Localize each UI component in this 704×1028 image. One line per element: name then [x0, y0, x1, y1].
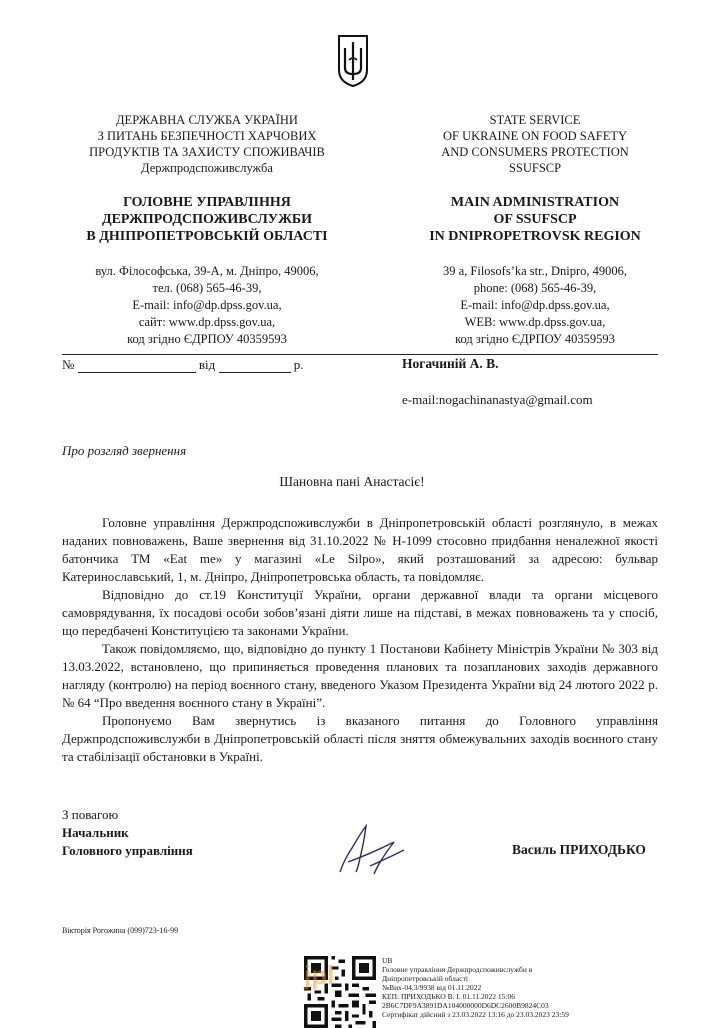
esign-line: Сертифікат дійсний з 23.03.2022 13:16 до 23.03.2023 23:59: [382, 1010, 569, 1019]
website-line: WEB: www.dp.dpss.gov.ua,: [464, 315, 606, 329]
greeting: Шановна пані Анастасіє!: [279, 474, 425, 489]
agency-line: З ПИТАНЬ БЕЗПЕЧНОСТІ ХАРЧОВИХ: [97, 129, 317, 143]
year-label: р.: [293, 357, 304, 372]
recipient-name: Ногачиній А. В.: [402, 356, 499, 371]
email-line: E-mail: info@dp.dpss.gov.ua,: [132, 298, 282, 312]
admin-line: OF SSUFSCP: [493, 212, 577, 227]
signer-title: Головного управління: [62, 843, 193, 858]
paragraph: Відповідно до ст.19 Конституції України, органи державної влади та органи місцевого самоврядування, їх посадові особи зобов’язані діяти лише на підставі, в межах повноважень та у спосіб, що передбачені Конституцією та законами України.: [62, 587, 658, 638]
recipient-email: e-mail:nogachinanastya@gmail.com: [402, 392, 593, 407]
regards: З повагою: [62, 807, 119, 822]
agency-line: STATE SERVICE: [489, 113, 581, 127]
address-line: 39 a, Filosofs’ka str., Dnipro, 49006,: [442, 264, 628, 278]
website-line: сайт: www.dp.dpss.gov.ua,: [138, 315, 276, 329]
subject-line: Про розгляд звернення: [62, 443, 187, 458]
phone-line: тел. (068) 565-46-39,: [152, 281, 262, 295]
agency-line: ДЕРЖАВНА СЛУЖБА УКРАЇНИ: [116, 113, 298, 127]
esign-line: Дніпропетровській області: [382, 974, 468, 983]
watermark-stamp: jpl: [304, 960, 335, 990]
date-blank: [219, 360, 291, 373]
admin-line: В ДНІПРОПЕТРОВСЬКІЙ ОБЛАСТІ: [86, 229, 328, 244]
header-divider: [62, 354, 658, 355]
signature: [330, 820, 410, 880]
date-label: від: [198, 357, 216, 372]
agency-short-name: Держпродспоживслужба: [141, 161, 273, 175]
coat-of-arms-icon: [336, 34, 370, 88]
agency-short-name: SSUFSCP: [508, 161, 562, 175]
admin-line: ДЕРЖПРОДСПОЖИВСЛУЖБИ: [101, 212, 313, 227]
agency-line: OF UKRAINE ON FOOD SAFETY: [442, 129, 628, 143]
registration-line: [62, 357, 304, 373]
executor-contact: Вікторія Рогожина (099)723-16-99: [62, 926, 179, 935]
admin-line: IN DNIPROPETROVSK REGION: [429, 229, 641, 244]
header-en: [390, 112, 680, 348]
paragraph: Пропонуємо Вам звернутись із вказаного питання до Головного управління Держпродспоживслужби в Дніпропетровській області після зняття обмежувальних заходів воєнного стану та стабілізації обстановки в Україні.: [62, 713, 658, 764]
closing-block: [62, 806, 193, 860]
edrpou-line: код згідно ЄДРПОУ 40359593: [455, 332, 615, 346]
number-label: №: [62, 357, 75, 372]
phone-line: phone: (068) 565-46-39,: [473, 281, 597, 295]
signer-title: Начальник: [62, 825, 129, 840]
admin-line: ГОЛОВНЕ УПРАВЛІННЯ: [123, 195, 291, 210]
paragraph: Головне управління Держпродспоживслужби в Дніпропетровській області розглянуло, в межах наданих повноважень, Ваше звернення від 31.10.2022 № Н-1099 стосовно придбання неналежної якості батончика ТМ «Eat me» у магазині «Le Silpo», який розташований за адресою: бульвар Катеринославський, 1, м. Дніпро, Дніпропетровська область, та повідомляє.: [62, 515, 658, 584]
esign-line: UB: [382, 956, 393, 965]
qr-code: [304, 956, 376, 1028]
paragraph: Також повідомляємо, що, відповідно до пункту 1 Постанови Кабінету Міністрів України № 303 від 13.03.2022, встановлено, що припиняється проведення планових та позапланових заходів державного нагляду (контролю) на період воєнного стану, введеного Указом Президента України від 24 лютого 2022 р. № 64 “Про введення воєнного стану в Україні”.: [62, 641, 658, 710]
signer-name: Василь ПРИХОДЬКО: [512, 842, 646, 857]
letter-body: [62, 514, 658, 766]
esign-line: 2B6C7DF9A3891DA104000000D6DC2600B9824C03: [382, 1001, 549, 1010]
admin-line: MAIN ADMINISTRATION: [450, 195, 620, 210]
e-signature-info: [382, 956, 672, 1019]
edrpou-line: код згідно ЄДРПОУ 40359593: [127, 332, 287, 346]
email-line: E-mail: info@dp.dpss.gov.ua,: [460, 298, 610, 312]
address-line: вул. Філософська, 39-А, м. Дніпро, 49006,: [95, 264, 319, 278]
esign-line: №Вих-04.3/9938 від 01.11.2022: [382, 983, 482, 992]
esign-line: КЕП: ПРИХОДЬКО В. І. 01.11.2022 15:06: [382, 992, 516, 1001]
header-ua: [62, 112, 352, 348]
agency-line: ПРОДУКТІВ ТА ЗАХИСТУ СПОЖИВАЧІВ: [89, 145, 325, 159]
agency-line: AND CONSUMERS PROTECTION: [441, 145, 629, 159]
esign-line: Головне управління Держпродспоживслужби в: [382, 965, 533, 974]
number-blank: [78, 360, 196, 373]
